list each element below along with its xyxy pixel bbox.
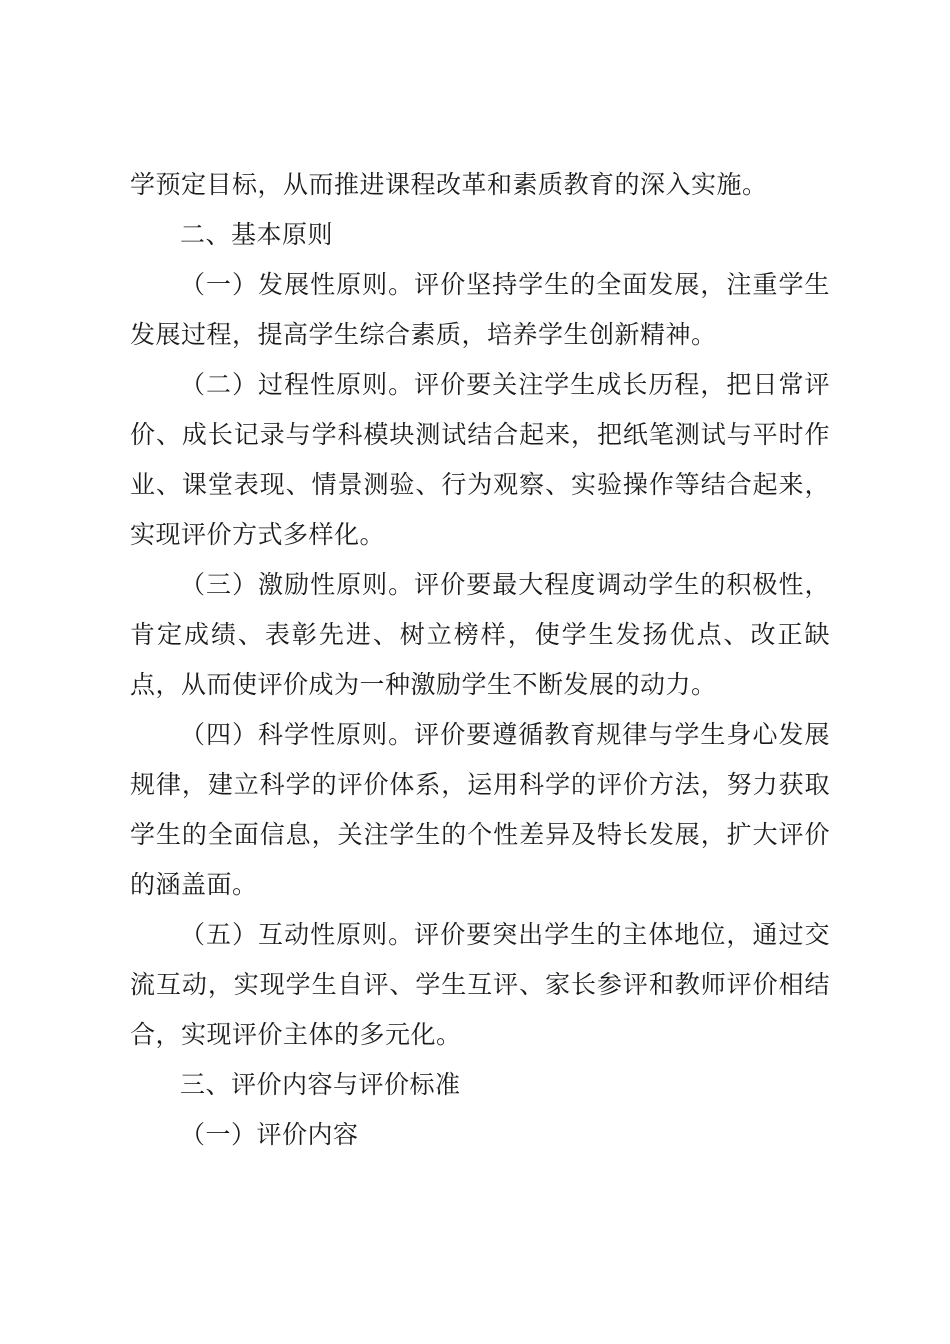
paragraph-developmental-principle: （一）发展性原则。评价坚持学生的全面发展，注重学生发展过程，提高学生综合素质，培养学生创新精神。 <box>130 270 830 349</box>
section-heading-basic-principles: 二、基本原则 <box>180 220 334 249</box>
paragraph-process-principle: （二）过程性原则。评价要关注学生成长历程，把日常评价、成长记录与学科模块测试结合起来，把纸笔测试与平时作业、课堂表现、情景测验、行为观察、实验操作等结合起来，实现评价方式多样化。 <box>130 370 830 549</box>
paragraph-scientific-principle: （四）科学性原则。评价要遵循教育规律与学生身心发展规律，建立科学的评价体系，运用科学的评价方法，努力获取学生的全面信息，关注学生的个性差异及特长发展，扩大评价的涵盖面。 <box>130 720 830 899</box>
paragraph-interactive-principle: （五）互动性原则。评价要突出学生的主体地位，通过交流互动，实现学生自评、学生互评、家长参评和教师评价相结合，实现评价主体的多元化。 <box>130 920 830 1049</box>
section-heading-evaluation-content: 三、评价内容与评价标准 <box>180 1070 461 1099</box>
paragraph-continuation: 学预定目标，从而推进课程改革和素质教育的深入实施。 <box>130 170 768 199</box>
subsection-heading-evaluation-content: （一）评价内容 <box>180 1120 359 1149</box>
paragraph-incentive-principle: （三）激励性原则。评价要最大程度调动学生的积极性，肯定成绩、表彰先进、树立榜样，使学生发扬优点、改正缺点，从而使评价成为一种激励学生不断发展的动力。 <box>130 570 830 699</box>
document-body <box>130 160 830 1160</box>
